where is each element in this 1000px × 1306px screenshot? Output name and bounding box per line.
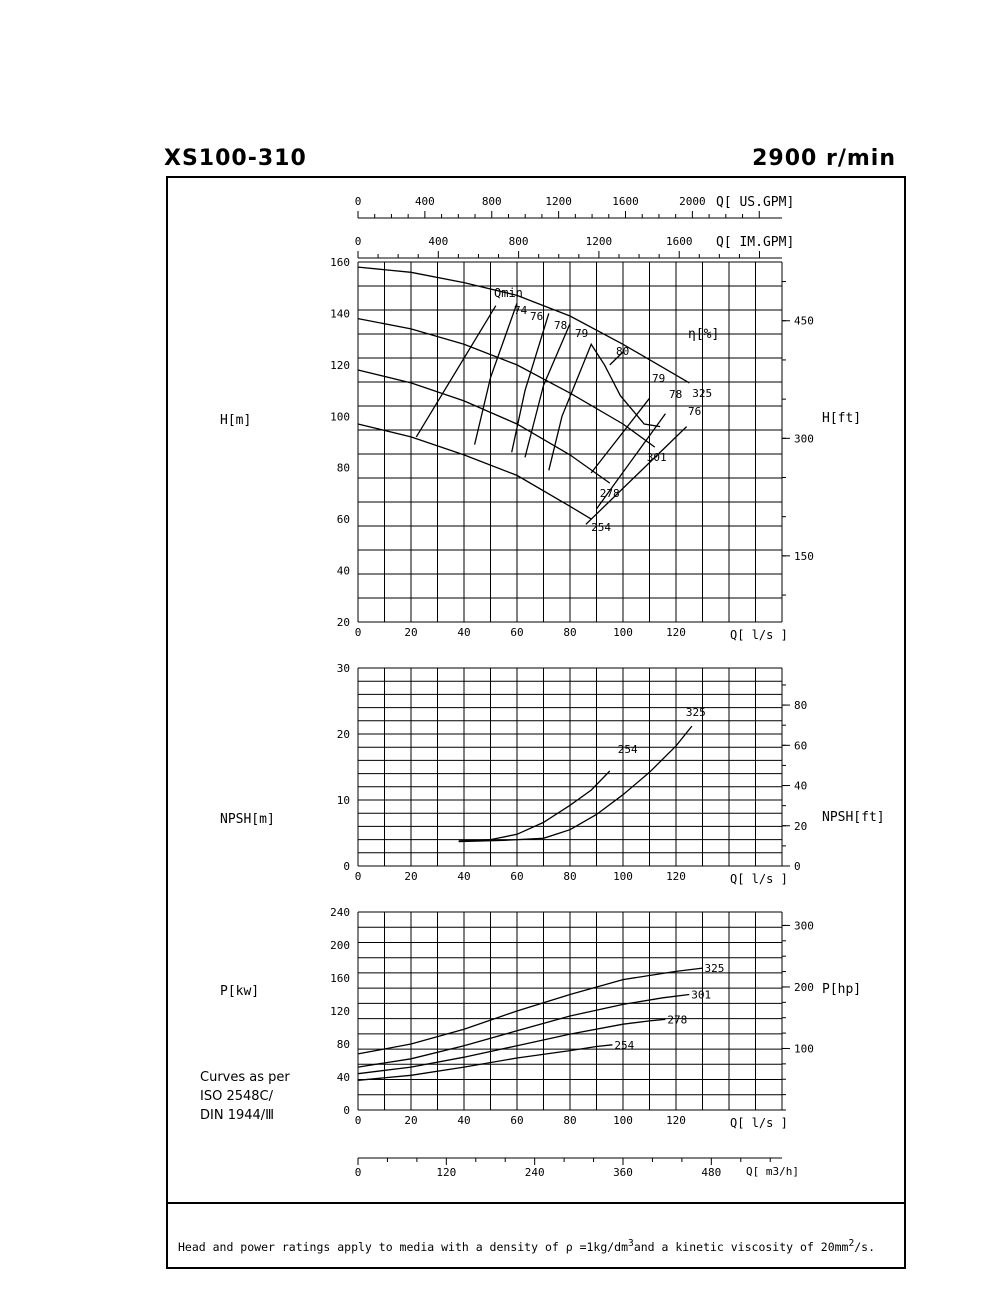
head-y-tick-label: 160 bbox=[330, 256, 350, 269]
npsh-x-tick-label: 0 bbox=[354, 870, 362, 883]
head-y-tick-label: 60 bbox=[336, 513, 350, 527]
power-bottom-axis-tick-label: 480 bbox=[701, 1166, 722, 1179]
power-y-tick-label: 200 bbox=[330, 939, 350, 952]
npsh-y-tick-label: 0 bbox=[343, 860, 350, 873]
npsh-right-tick-label: 80 bbox=[794, 699, 808, 713]
head-iso-efficiency-78 bbox=[525, 324, 570, 458]
power-x-tick-label: 80 bbox=[563, 1114, 577, 1127]
head-top-axis-tick-label: 2000 bbox=[679, 195, 706, 208]
power-y-tick-label: 160 bbox=[330, 972, 350, 985]
power-grid bbox=[358, 912, 782, 1110]
head-iso-efficiency-79 bbox=[549, 344, 660, 470]
power-series-label: 278 bbox=[667, 1013, 688, 1027]
head-x-tick-label: 60 bbox=[510, 626, 524, 639]
head-series-278 bbox=[358, 370, 610, 483]
head-y-tick-label: 140 bbox=[330, 307, 350, 321]
npsh-x-tick-label: 60 bbox=[510, 870, 524, 883]
power-x-tick-label: 60 bbox=[510, 1114, 524, 1127]
npsh-y-right-axis-label: NPSH[ft] bbox=[822, 810, 885, 825]
head-y-right-axis-label: H[ft] bbox=[822, 411, 862, 426]
footnote-sup-1: 3 bbox=[628, 1238, 634, 1249]
npsh-x-tick-label: 40 bbox=[457, 870, 471, 883]
head-efficiency-label: 80 bbox=[616, 345, 630, 358]
power-y-tick-label: 40 bbox=[336, 1071, 350, 1084]
npsh-y-tick-label: 10 bbox=[336, 794, 350, 807]
npsh-right-tick-label: 60 bbox=[794, 739, 808, 753]
npsh-x-tick-label: 100 bbox=[613, 870, 633, 883]
head-efficiency-label: 78 bbox=[554, 319, 568, 332]
npsh-x-tick-label: 120 bbox=[666, 870, 686, 883]
power-bottom-axis-tick-label: 240 bbox=[524, 1166, 545, 1179]
head-top-axis-tick-label: 0 bbox=[354, 235, 362, 248]
power-right-tick-label: 300 bbox=[794, 919, 814, 933]
curves-note bbox=[200, 1068, 290, 1125]
power-y-tick-label: 0 bbox=[343, 1104, 350, 1117]
head-efficiency-label: 76 bbox=[688, 405, 702, 418]
head-top-axis-tick-label: 1200 bbox=[585, 235, 613, 248]
head-qmin-label: Qmin bbox=[494, 286, 523, 300]
footnote-text-1: Head and power ratings apply to media with a density of ρ =1kg/dm bbox=[178, 1239, 629, 1254]
power-bottom-axis-label: Q[ m3/h] bbox=[746, 1165, 799, 1178]
power-series-label: 254 bbox=[614, 1038, 635, 1052]
npsh-x-tick-label: 80 bbox=[563, 870, 577, 883]
head-top-axis-label: Q[ US.GPM] bbox=[716, 195, 795, 210]
head-y-tick-label: 100 bbox=[330, 410, 350, 424]
head-top-axis-tick-label: 1200 bbox=[545, 195, 572, 208]
npsh-right-tick-label: 40 bbox=[794, 779, 808, 793]
power-y-tick-label: 120 bbox=[330, 1005, 350, 1018]
npsh-series-label: 325 bbox=[685, 706, 706, 720]
power-bottom-axis-tick-label: 120 bbox=[436, 1166, 457, 1179]
head-top-axis-label: Q[ IM.GPM] bbox=[716, 235, 795, 250]
power-bottom-axis-tick-label: 360 bbox=[613, 1166, 633, 1179]
head-x-tick-label: 100 bbox=[613, 626, 633, 639]
head-x-tick-label: 80 bbox=[563, 626, 577, 639]
npsh-series-254 bbox=[459, 771, 610, 841]
head-top-axis-tick-label: 1600 bbox=[612, 195, 639, 208]
npsh-x-axis-label: Q[ l/s ] bbox=[730, 872, 788, 886]
head-x-axis-label: Q[ l/s ] bbox=[730, 628, 788, 642]
head-right-tick-label: 150 bbox=[794, 549, 814, 563]
power-series-label: 301 bbox=[691, 988, 712, 1002]
head-y-tick-label: 120 bbox=[330, 358, 350, 372]
npsh-series-325 bbox=[459, 726, 692, 842]
npsh-right-tick-label: 20 bbox=[794, 819, 808, 833]
head-series-label: 325 bbox=[692, 386, 713, 400]
power-series-301 bbox=[358, 995, 689, 1068]
head-efficiency-label: 76 bbox=[530, 310, 544, 323]
speed-label: 2900 r/min bbox=[752, 146, 896, 171]
head-x-tick-label: 0 bbox=[354, 626, 362, 639]
npsh-y-axis-label: NPSH[m] bbox=[220, 812, 275, 827]
head-efficiency-label: 79 bbox=[652, 372, 666, 385]
npsh-right-tick-label: 0 bbox=[794, 860, 801, 873]
head-top-axis-tick-label: 400 bbox=[414, 195, 435, 208]
power-y-right-axis-label: P[hp] bbox=[822, 982, 862, 997]
power-bottom-axis-tick-label: 0 bbox=[354, 1166, 362, 1179]
head-efficiency-axis-label: η[%] bbox=[688, 327, 720, 342]
head-y-tick-label: 20 bbox=[336, 616, 350, 629]
power-x-tick-label: 20 bbox=[404, 1114, 418, 1127]
head-top-axis-tick-label: 800 bbox=[481, 195, 502, 208]
npsh-series-label: 254 bbox=[617, 742, 638, 756]
head-efficiency-label: 74 bbox=[514, 304, 528, 317]
head-iso-efficiency-76r bbox=[586, 427, 687, 525]
head-series-label: 254 bbox=[591, 521, 612, 535]
power-x-tick-label: 40 bbox=[457, 1114, 471, 1127]
head-x-tick-label: 120 bbox=[666, 626, 686, 639]
head-efficiency-label: 79 bbox=[575, 327, 589, 340]
power-series-label: 325 bbox=[704, 962, 725, 976]
head-iso-efficiency-Qmin bbox=[416, 306, 496, 437]
npsh-y-tick-label: 30 bbox=[336, 662, 350, 675]
head-top-axis-tick-label: 0 bbox=[354, 195, 362, 208]
npsh-x-tick-label: 20 bbox=[404, 870, 418, 883]
head-x-tick-label: 40 bbox=[457, 626, 471, 639]
head-x-tick-label: 20 bbox=[404, 626, 418, 639]
power-x-tick-label: 100 bbox=[613, 1114, 633, 1127]
npsh-grid bbox=[358, 668, 782, 866]
power-right-tick-label: 200 bbox=[794, 980, 814, 994]
curves-note-line-1: Curves as per bbox=[200, 1070, 290, 1085]
power-y-tick-label: 80 bbox=[336, 1038, 350, 1051]
power-y-axis-label: P[kw] bbox=[220, 984, 260, 999]
head-top-axis-tick-label: 1600 bbox=[665, 235, 693, 248]
power-x-tick-label: 0 bbox=[354, 1114, 362, 1127]
head-y-tick-label: 80 bbox=[336, 461, 350, 475]
head-series-label: 278 bbox=[599, 487, 620, 501]
footnote-sup-2: 2 bbox=[848, 1238, 855, 1249]
head-series-label: 301 bbox=[646, 451, 667, 465]
head-top-axis-tick-label: 800 bbox=[508, 235, 529, 248]
head-right-tick-label: 300 bbox=[794, 432, 814, 446]
curves-note-line-2: ISO 2548C/ bbox=[200, 1089, 273, 1104]
head-efficiency-label: 78 bbox=[669, 388, 683, 401]
head-right-tick-label: 450 bbox=[794, 314, 814, 328]
head-y-tick-label: 40 bbox=[336, 564, 350, 578]
curves-note-line-3: DIN 1944/Ⅲ bbox=[200, 1108, 275, 1123]
power-series-254 bbox=[358, 1045, 612, 1081]
footnote bbox=[178, 1238, 875, 1254]
power-right-tick-label: 100 bbox=[794, 1042, 814, 1056]
power-x-axis-label: Q[ l/s ] bbox=[730, 1116, 788, 1130]
footnote-text-2: and a kinetic viscosity of 20mm bbox=[633, 1239, 849, 1254]
head-y-axis-label: H[m] bbox=[220, 413, 252, 428]
head-series-325 bbox=[358, 267, 689, 383]
power-y-tick-label: 240 bbox=[330, 906, 350, 919]
npsh-y-tick-label: 20 bbox=[336, 728, 350, 741]
head-top-axis-tick-label: 400 bbox=[428, 235, 449, 248]
footnote-text-3: /s. bbox=[854, 1239, 876, 1254]
power-series-325 bbox=[358, 968, 703, 1054]
model-title: XS100-310 bbox=[164, 146, 307, 171]
head-iso-efficiency-74 bbox=[475, 303, 517, 445]
power-x-tick-label: 120 bbox=[666, 1114, 686, 1127]
head-iso-efficiency-79r bbox=[591, 398, 649, 473]
